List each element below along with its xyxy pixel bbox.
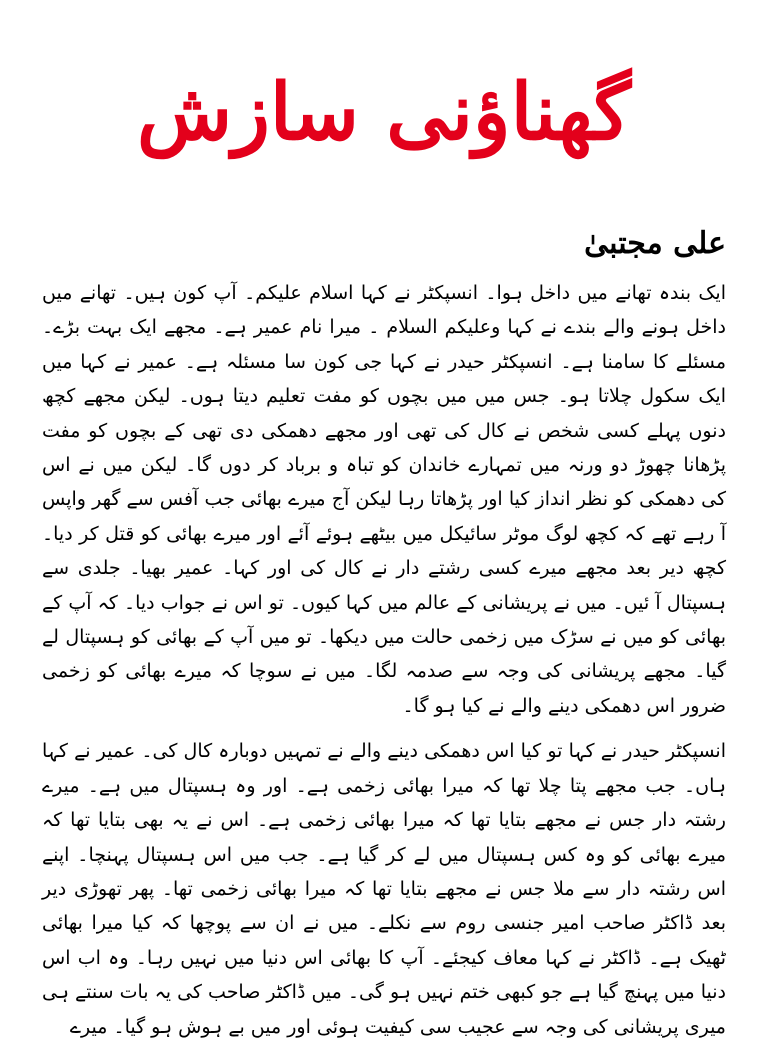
paragraph: ایک بندہ تھانے میں داخل ہوا۔ انسپکٹر نے کہا اسلام علیکم۔ آپ کون ہیں۔ تھانے میں داخل ہونے والے بندے نے کہا وعلیکم السلام ۔ میرا نام عمیر ہے۔ مجھے ایک بہت بڑے۔ مسئلے کا سامنا ہے۔ انسپکٹر حیدر نے کہا جی کون سا مسئلہ ہے۔ عمیر نے کہا میں ایک سکول چلاتا ہو۔ جس میں میں بچوں کو مفت تعلیم دیتا ہوں۔ لیکن مجھے کچھ دنوں پہلے کسی شخص نے کال کی تھی اور مجھے دھمکی دی تھی کے بچوں کو مفت پڑھانا چھوڑ دو ورنہ میں تمہارے خاندان کو تباہ و برباد کر دوں گا۔ لیکن میں نے اس کی دھمکی کو نظر انداز کیا اور پڑھاتا رہا لیکن آج میرے بھائی جب آفس سے گھر واپس آ رہے تھے کہ کچھ لوگ موٹر سائیکل میں بیٹھے ہوئے آئے اور میرے بھائی کو قتل کر دیا۔ کچھ دیر بعد مجھے میرے کسی رشتے دار نے کال کی اور کہا۔ عمیر بھیا۔ جلدی سے ہسپتال آ ئیں۔ میں نے پریشانی کے عالم میں کہا کیوں۔ تو اس نے جواب دیا۔ کہ آپ کے بھائی کو میں نے سڑک میں زخمی حالت میں دیکھا۔ تو میں آپ کے بھائی کو ہسپتال لے گیا۔ مجھے پریشانی کی وجہ سے صدمہ لگا۔ میں نے سوچا کہ میرے بھائی کو زخمی ضرور اس دھمکی دینے والے نے کیا ہو گا۔: [42, 282, 726, 717]
story-title: گھناؤنی سازش: [137, 67, 631, 158]
author-name: علی مجتبیٰ: [584, 226, 726, 261]
paragraph: انسپکٹر حیدر نے کہا تو کیا اس دھمکی دینے والے نے تمہیں دوبارہ کال کی۔ عمیر نے کہا ہاں۔ جب مجھے پتا چلا تھا کہ میرا بھائی زخمی ہے۔ اور وہ ہسپتال میں ہے۔ میرے رشتہ دار جس نے مجھے بتایا تھا کہ میرا بھائی زخمی ہے۔ اس نے یہ بھی بتایا تھا کہ میرے بھائی کو وہ کس ہسپتال میں لے کر گیا ہے۔ جب میں اس ہسپتال پہنچا۔ اپنے اس رشتہ دار سے ملا جس نے مجھے بتایا تھا کہ میرا بھائی زخمی تھا۔ پھر تھوڑی دیر بعد ڈاکٹر صاحب امیر جنسی روم سے نکلے۔ میں نے ان سے پوچھا کہ کیا میرا بھائی ٹھیک ہے۔ ڈاکٹر نے کہا معاف کیجئے۔ آپ کا بھائی اس دنیا میں نہیں رہا۔ وہ اب اس دنیا میں پہنچ گیا ہے جو کبھی ختم نہیں ہو گی۔ میں ڈاکٹر صاحب کی یہ بات سنتے ہی میری پریشانی کی وجہ سے عجیب سی کیفیت ہوئی اور میں بے ہوش ہو گیا۔ میرے: [42, 740, 726, 1038]
story-body: [42, 276, 726, 1044]
